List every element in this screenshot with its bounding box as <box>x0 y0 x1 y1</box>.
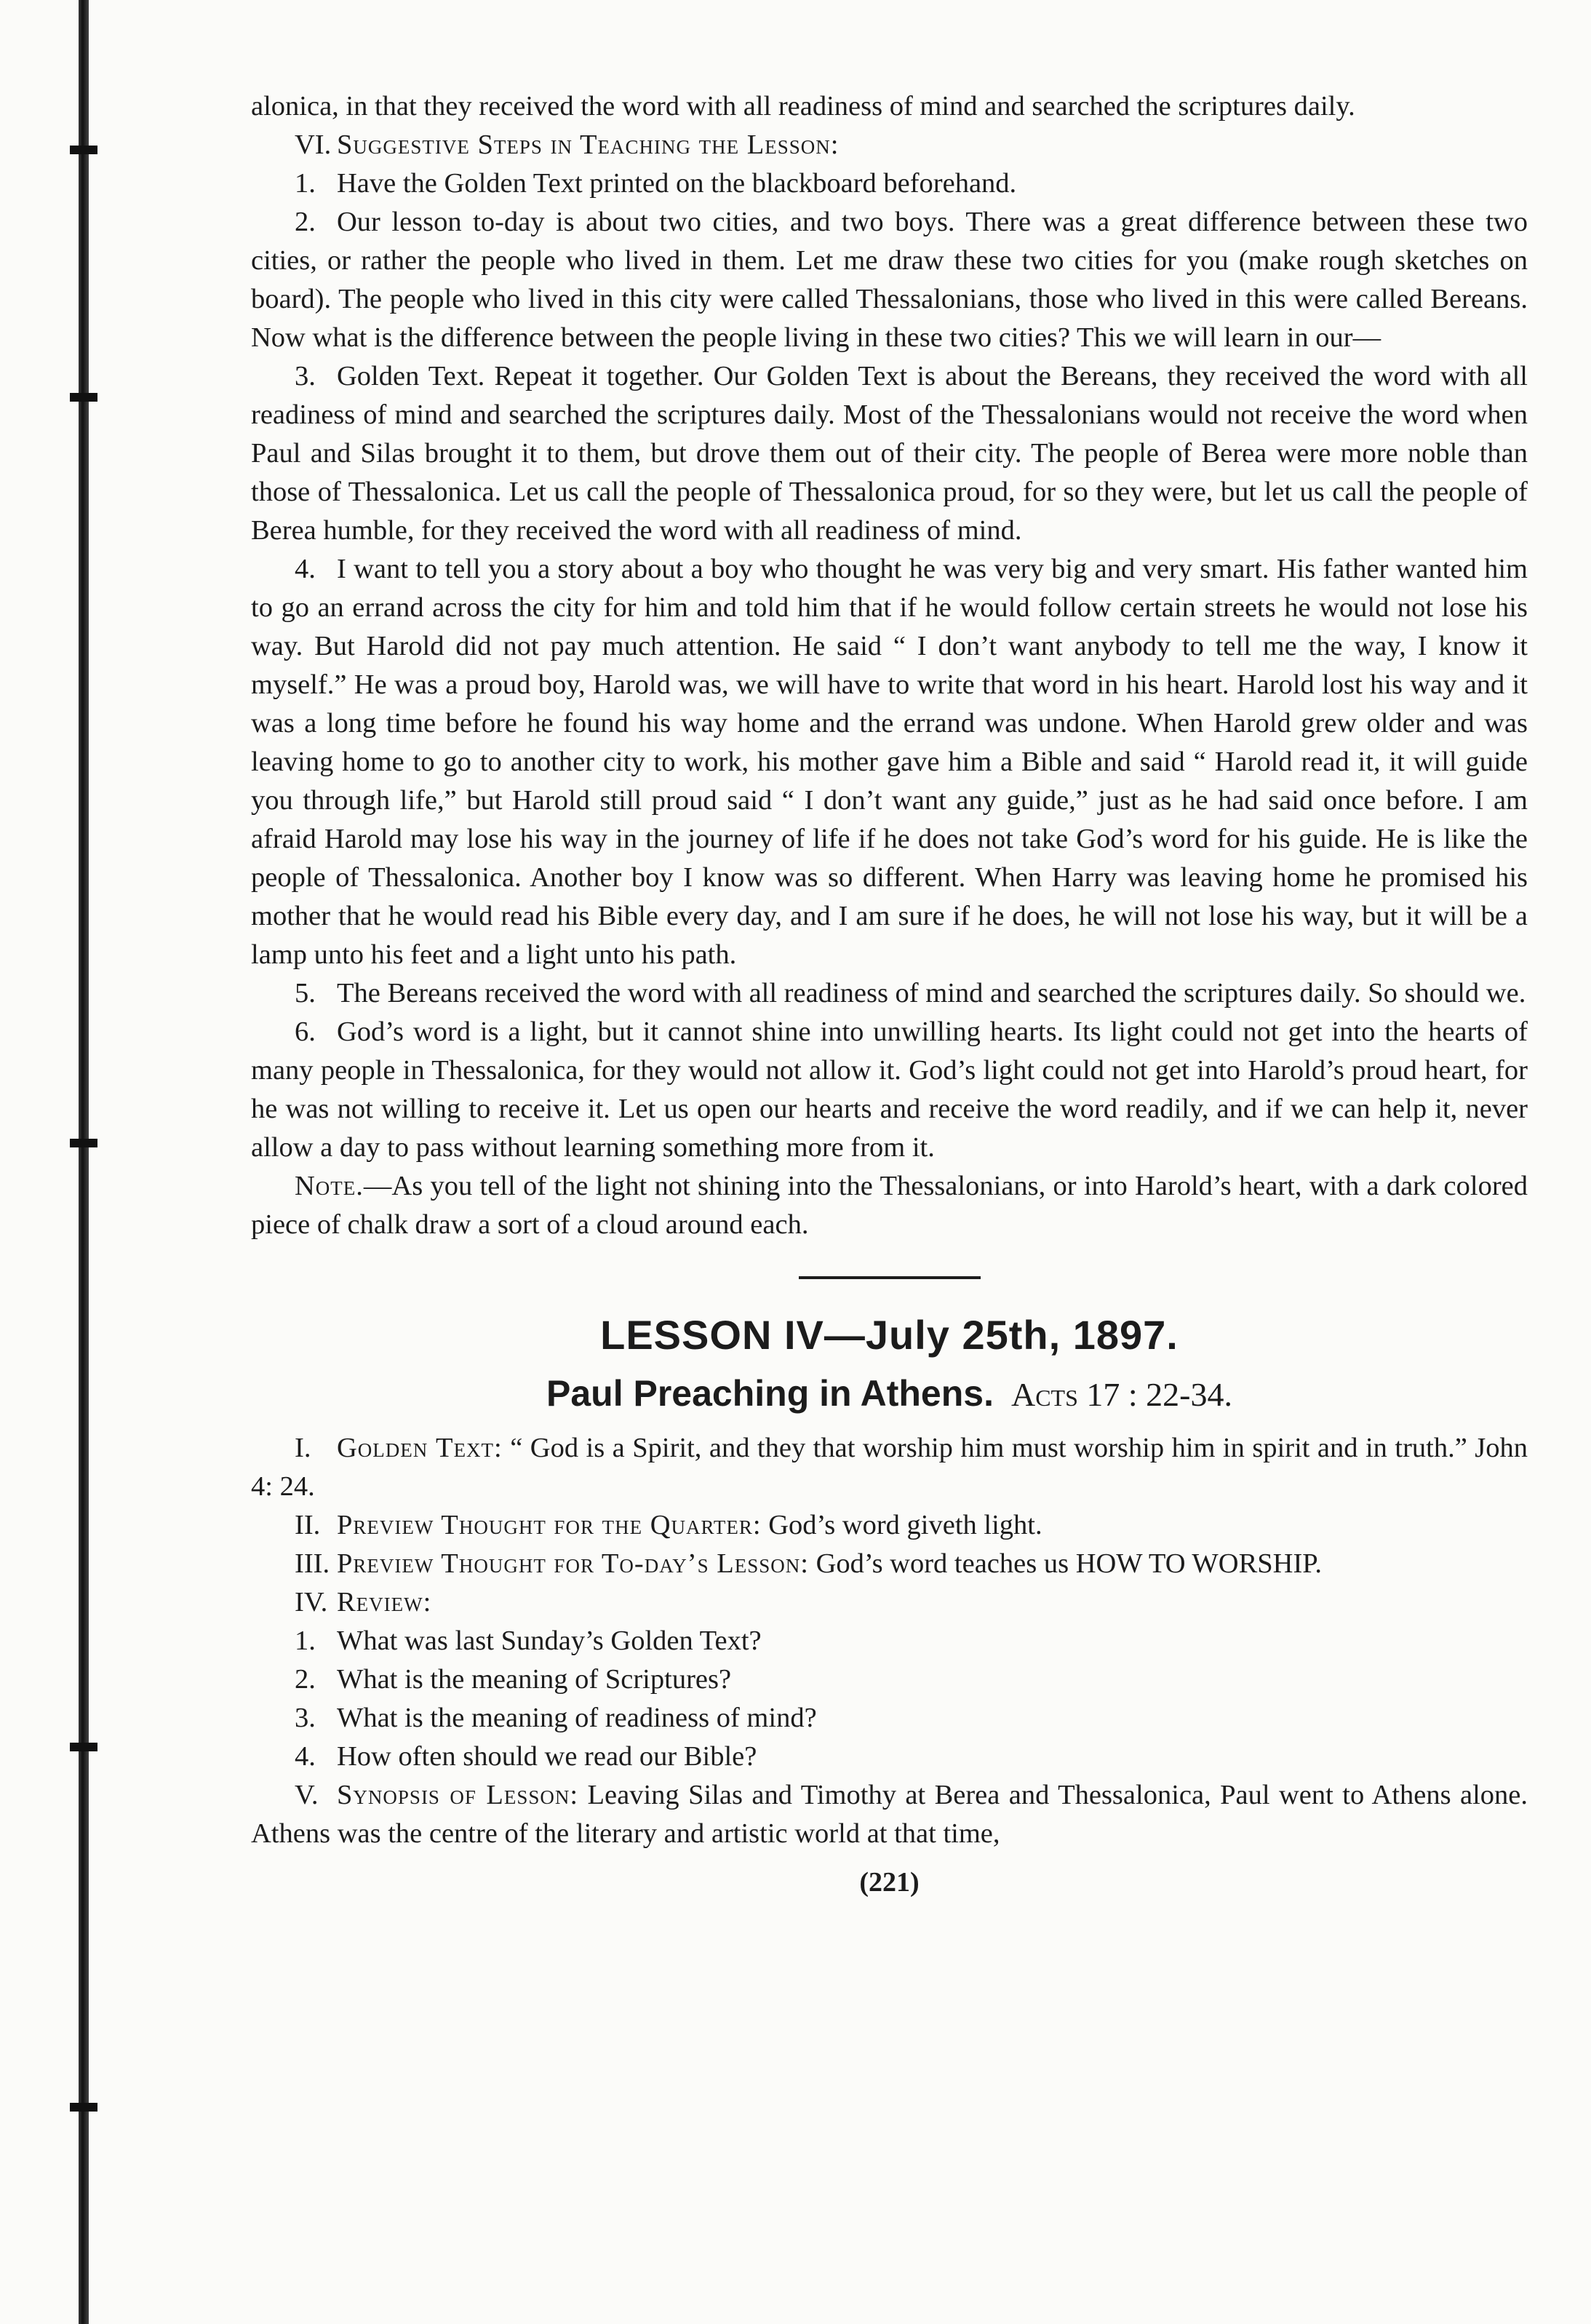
review-question <box>251 1738 1528 1776</box>
page-content <box>251 87 1528 1898</box>
golden-text: “ God is a Spirit, and they that worship him must worship him in spirit and in truth.” John 4: 24. <box>251 1433 1528 1502</box>
opening-paragraph: alonica, in that they received the word with all readiness of mind and searched the scriptures daily. <box>251 91 1355 122</box>
preview-quarter-text: God’s word giveth light. <box>768 1510 1042 1540</box>
section-number: V. <box>295 1780 319 1810</box>
question-text: What was last Sunday’s Golden Text? <box>337 1625 762 1656</box>
lesson-title: LESSON IV—July 25th, 1897. <box>600 1312 1179 1358</box>
step-number: 1. <box>295 168 316 199</box>
note-label: Note. <box>295 1171 364 1201</box>
step-paragraph <box>251 974 1528 1013</box>
step-number: 6. <box>295 1016 316 1047</box>
lesson-subtitle <box>251 1369 1528 1419</box>
section-number: I. <box>295 1433 311 1463</box>
step-number: 5. <box>295 978 316 1008</box>
question-text: What is the meaning of readiness of mind? <box>337 1703 817 1733</box>
preview-today-text: God’s word teaches us HOW TO WORSHIP. <box>816 1548 1323 1579</box>
scripture-reference: Acts 17 : 22-34. <box>1010 1376 1232 1413</box>
step-paragraph <box>251 164 1528 203</box>
review-question <box>251 1622 1528 1660</box>
section-label: Golden Text: <box>337 1433 503 1463</box>
question-number: 2. <box>295 1664 316 1695</box>
step-text: Have the Golden Text printed on the blackboard beforehand. <box>337 168 1017 199</box>
binding-mark <box>70 1139 97 1147</box>
question-number: 1. <box>295 1625 316 1656</box>
step-paragraph <box>251 357 1528 550</box>
section-number: VI. <box>295 130 332 160</box>
section-divider <box>799 1276 981 1279</box>
binding-mark <box>70 393 97 402</box>
section-label: Preview Thought for the Quarter: <box>337 1510 762 1540</box>
step-number: 2. <box>295 207 316 237</box>
binding-mark <box>70 146 97 154</box>
preview-today-paragraph <box>251 1545 1528 1583</box>
step-text: Our lesson to-day is about two cities, and two boys. There was a great difference between these two cities, or rather the people who lived in them. Let me draw these two cities for you (make rough sketches on board). The people who lived in this city were called Thessalonians, those who lived in this were called Bereans. Now what is the difference between the people living in these two cities? This we will learn in our— <box>251 207 1528 353</box>
page-binding-edge <box>79 0 89 2324</box>
synopsis-text: Leaving Silas and Timothy at Berea and Thessalonica, Paul went to Athens alone. Athens was the centre of the literary and artistic world at that time, <box>251 1780 1528 1849</box>
lesson-subtitle-text: Paul Preaching in Athens. <box>546 1373 994 1414</box>
golden-text-paragraph <box>251 1429 1528 1506</box>
step-text: God’s word is a light, but it cannot shine into unwilling hearts. Its light could not get into the hearts of many people in Thessalonica, for they would not allow it. God’s light could not get into Harold’s proud heart, for he was not willing to receive it. Let us open our hearts and receive the word readily, and if we can help it, never allow a day to pass without learning something more from it. <box>251 1016 1528 1163</box>
section-label: Synopsis of Lesson: <box>337 1780 579 1810</box>
step-paragraph <box>251 203 1528 357</box>
step-paragraph <box>251 1013 1528 1167</box>
step-text: I want to tell you a story about a boy who thought he was very big and very smart. His father wanted him to go an errand across the city for him and told him that if he would follow certain streets he would not lose his way. But Harold did not pay much attention. He said “ I don’t want anybody to tell me the way, I know it myself.” He was a proud boy, Harold was, we will have to write that word in his heart. Harold lost his way and it was a long time before he found his way home and the errand was undone. When Harold grew older and was leaving home to go to another city to work, his mother gave him a Bible and said “ Harold read it, it will guide you through life,” but Harold still proud said “ I don’t want any guide,” just as he had said once before. I am afraid Harold may lose his way in the journey of life if he does not take God’s word for his guide. He is like the people of Thessalonica. Another boy I know was so different. When Harry was leaving home he promised his mother that he would read his Bible every day, and I am sure if he does, he will not lose his way, but it will be a lamp unto his feet and a light unto his path. <box>251 554 1528 970</box>
section-label: Suggestive Steps in Teaching the Lesson: <box>337 130 840 160</box>
step-number: 4. <box>295 554 316 584</box>
step-paragraph <box>251 550 1528 974</box>
section-label: Review: <box>337 1587 432 1617</box>
section-number: III. <box>295 1548 330 1579</box>
binding-mark <box>70 1743 97 1751</box>
review-heading <box>251 1583 1528 1622</box>
binding-mark <box>70 2103 97 2112</box>
page-number: (221) <box>859 1867 920 1898</box>
question-text: What is the meaning of Scriptures? <box>337 1664 732 1695</box>
section-heading-vi <box>251 126 1528 164</box>
step-text: Golden Text. Repeat it together. Our Golden Text is about the Bereans, they received the word with all readiness of mind and searched the scriptures daily. Most of the Thessalonians would not receive the word when Paul and Silas brought it to them, but drove them out of their city. The people of Berea were more noble than those of Thessalonica. Let us call the people of Thessalonica proud, for so they were, but let us call the people of Berea humble, for they received the word with all readiness of mind. <box>251 361 1528 546</box>
question-number: 3. <box>295 1703 316 1733</box>
note-text: —As you tell of the light not shining into the Thessalonians, or into Harold’s heart, with a dark colored piece of chalk draw a sort of a cloud around each. <box>251 1171 1528 1240</box>
preview-quarter-paragraph <box>251 1506 1528 1545</box>
synopsis-paragraph <box>251 1776 1528 1853</box>
note-paragraph <box>251 1167 1528 1244</box>
review-question <box>251 1660 1528 1699</box>
section-number: II. <box>295 1510 321 1540</box>
question-number: 4. <box>295 1741 316 1772</box>
step-text: The Bereans received the word with all readiness of mind and searched the scriptures daily. So should we. <box>337 978 1526 1008</box>
section-label: Preview Thought for To-day’s Lesson: <box>337 1548 809 1579</box>
review-question <box>251 1699 1528 1738</box>
step-number: 3. <box>295 361 316 391</box>
question-text: How often should we read our Bible? <box>337 1741 757 1772</box>
section-number: IV. <box>295 1587 328 1617</box>
